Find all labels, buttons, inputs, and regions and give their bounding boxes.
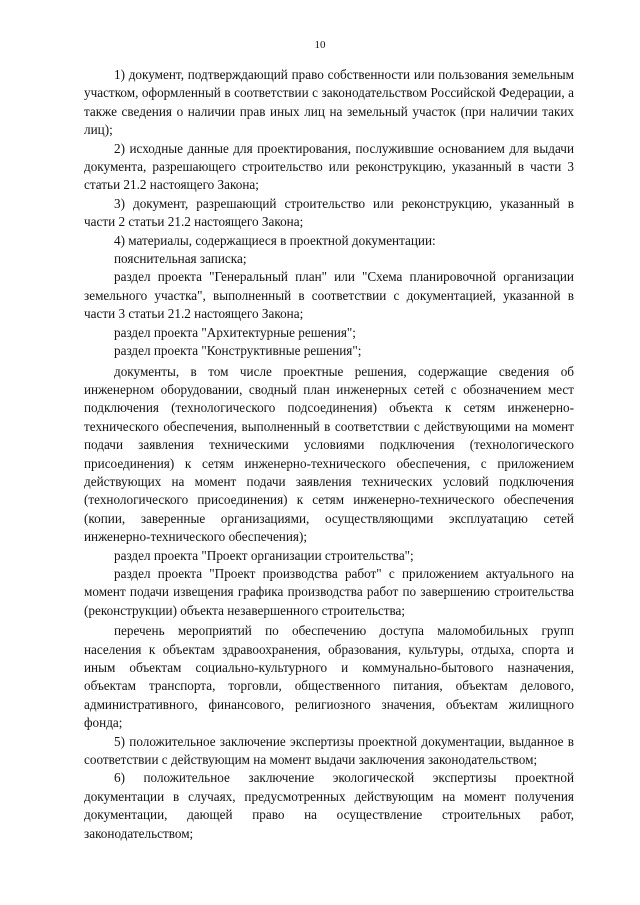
document-body (84, 66, 574, 843)
page-number: 10 (314, 39, 326, 51)
paragraph-item-2: 2) исходные данные для проектирования, послужившие основанием для выдачи документа, разрешающего строительство или реконструкцию, указанный в части 3 статьи 21.2 настоящего Закона; (84, 140, 574, 193)
paragraph-works-project: раздел проекта "Проект производства работ" с приложением актуального на момент подачи извещения графика производства работ по завершению строительства (реконструкции) объекта незавершенного строительства; (84, 565, 574, 618)
paragraph-construction-org: раздел проекта "Проект организации строительства"; (114, 547, 414, 563)
paragraph-item-6: 6) положительное заключение экологической экспертизы проектной документации в случаях, предусмотренных действующим на момент получения документации, дающей право на осуществление строительных работ, законодательством; (84, 770, 574, 841)
paragraph-item-3: 3) документ, разрешающий строительство или реконструкцию, указанный в части 2 статьи 21.2 настоящего Закона; (84, 195, 574, 230)
paragraph-explanatory-note: пояснительная записка; (114, 251, 247, 267)
paragraph-general-plan: раздел проекта "Генеральный план" или "Схема планировочной организации земельного участка", выполненный в соответствии с документацией, указанной в части 3 статьи 21.2 настоящего Закона; (84, 269, 574, 322)
paragraph-item-1: 1) документ, подтверждающий право собственности или пользования земельным участком, оформленный в соответствии с законодательством Российской Федерации, а также сведения о наличии прав иных лиц на земельный участок (при наличии таких лиц); (84, 67, 574, 138)
paragraph-architectural: раздел проекта "Архитектурные решения"; (114, 324, 356, 340)
paragraph-structural: раздел проекта "Конструктивные решения"; (114, 343, 362, 359)
paragraph-item-4: 4) материалы, содержащиеся в проектной документации: (114, 232, 436, 248)
paragraph-accessibility: перечень мероприятий по обеспечению доступа маломобильных групп населения к объектам здравоохранения, образования, культуры, отдыха, спорта и иным объектам социально-культурного и коммунально-бытового назначения, объектам транспорта, торговли, общественного питания, объектам делового, административного, финансового, религиозного значения, объектам жилищного фонда; (84, 623, 574, 731)
paragraph-engineering-docs: документы, в том числе проектные решения, содержащие сведения об инженерном оборудовании, сводный план инженерных сетей с обозначением мест подключения (технологического подсоединения) объекта к сетям инженерно-технического обеспечения, выполненный в соответствии с действующими на момент подачи заявления техническими условиями подключения (технологического присоединения) к сетям инженерно-технического обеспечения, с приложением действующих на момент подачи заявления технических условий подключения (технологического присоединения) к сетям инженерно-технического обеспечения (копии, заверенные организациями, осуществляющими эксплуатацию сетей инженерно-технического обеспечения); (84, 363, 574, 545)
paragraph-item-5: 5) положительное заключение экспертизы проектной документации, выданное в соответствии с действующим на момент выдачи заключения законодательством; (84, 733, 574, 768)
